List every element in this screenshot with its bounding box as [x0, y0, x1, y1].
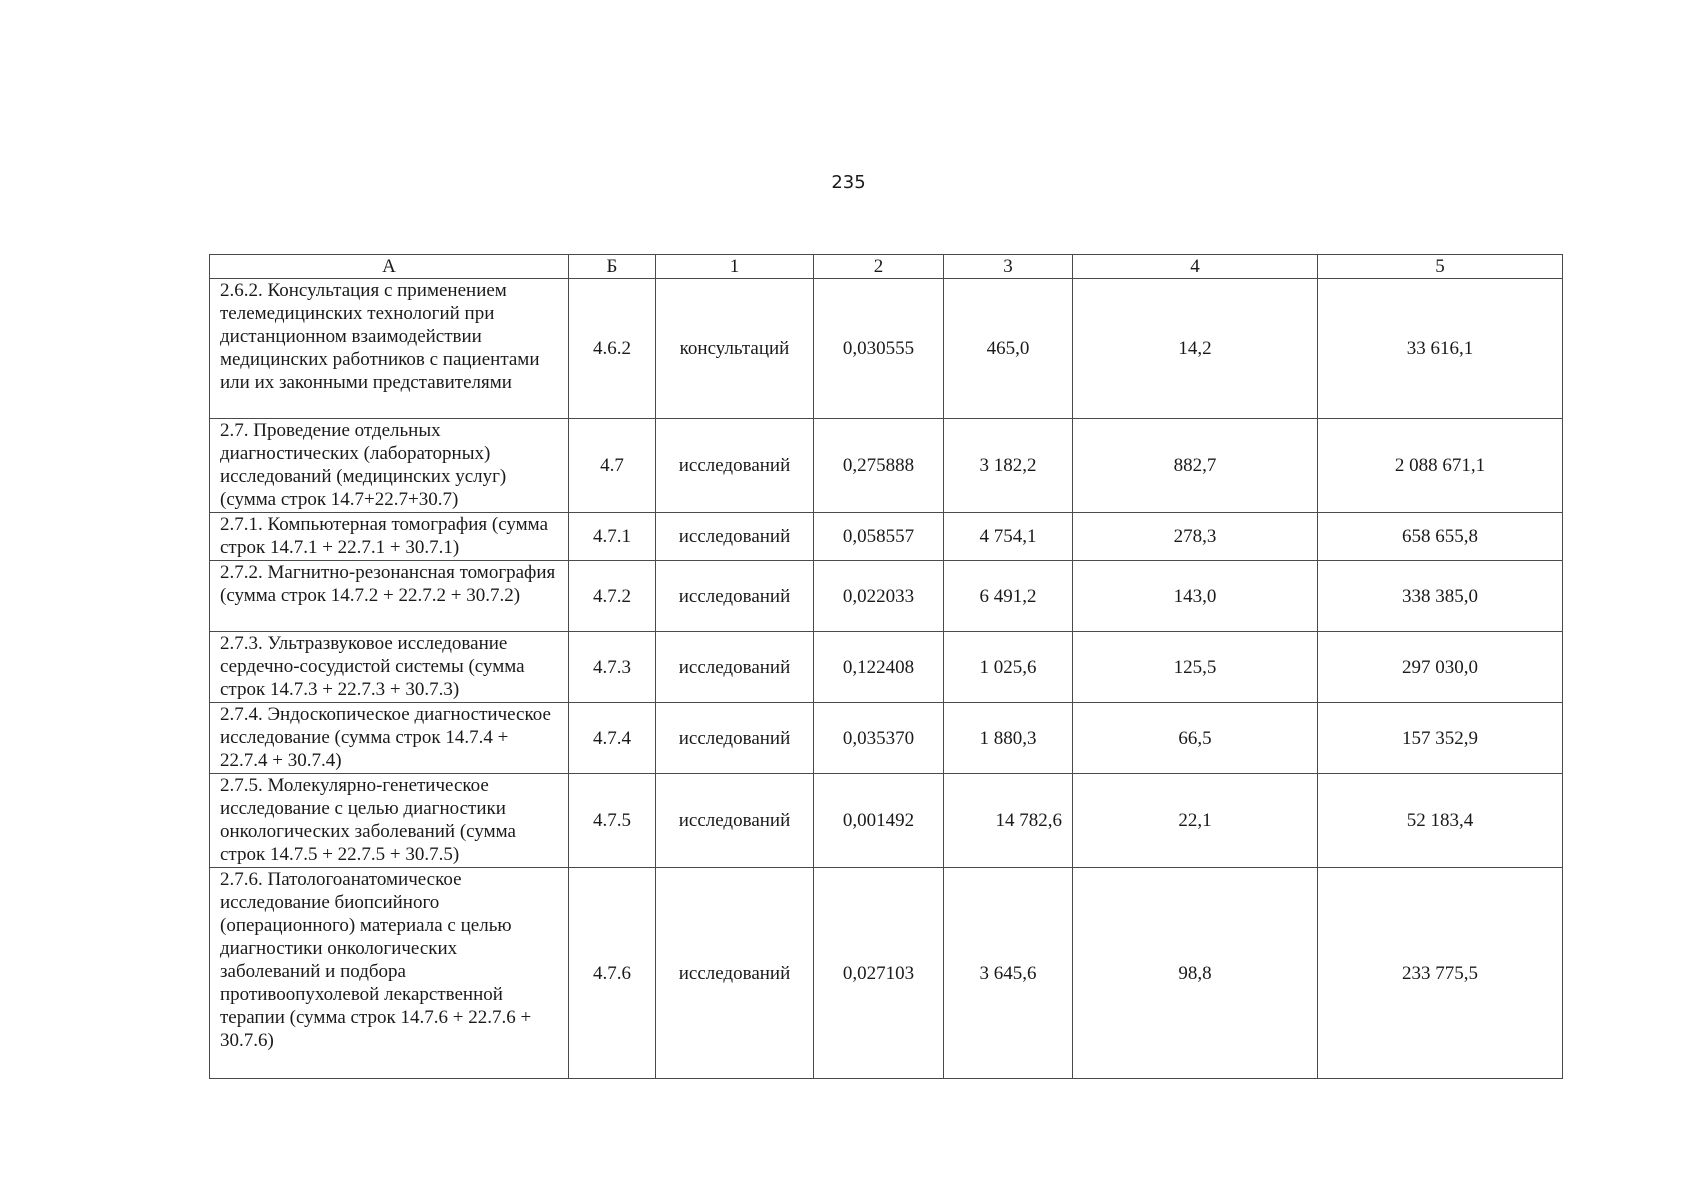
row-col2-cell: 0,058557 — [814, 513, 944, 561]
table-row — [210, 419, 1563, 513]
row-code-cell: 4.7.3 — [569, 632, 656, 703]
page-number: 235 — [831, 172, 866, 193]
row-name-cell: 2.6.2. Консультация с применением телемедицинских технологий при дистанционном взаимодействии медицинских работников с пациентами или их законными представителями — [210, 279, 569, 419]
header-cell-b: Б — [569, 255, 656, 279]
row-col4-cell: 14,2 — [1073, 279, 1318, 419]
row-col2-cell: 0,275888 — [814, 419, 944, 513]
row-col5-cell: 2 088 671,1 — [1318, 419, 1563, 513]
row-unit-cell: исследований — [656, 561, 814, 632]
header-cell-4: 4 — [1073, 255, 1318, 279]
table-row — [210, 774, 1563, 868]
table-row — [210, 279, 1563, 419]
row-col2-cell: 0,030555 — [814, 279, 944, 419]
row-col2-cell: 0,001492 — [814, 774, 944, 868]
row-col4-cell: 66,5 — [1073, 703, 1318, 774]
row-col5-cell: 233 775,5 — [1318, 868, 1563, 1079]
row-name-cell: 2.7.1. Компьютерная томография (сумма строк 14.7.1 + 22.7.1 + 30.7.1) — [210, 513, 569, 561]
row-col3-cell: 3 182,2 — [944, 419, 1073, 513]
row-unit-cell: исследований — [656, 513, 814, 561]
row-code-cell: 4.7.6 — [569, 868, 656, 1079]
row-code-cell: 4.7.1 — [569, 513, 656, 561]
header-row — [210, 255, 1563, 279]
header-cell-3: 3 — [944, 255, 1073, 279]
header-cell-5: 5 — [1318, 255, 1563, 279]
row-name-cell: 2.7. Проведение отдельных диагностических (лабораторных) исследований (медицинских услуг) (сумма строк 14.7+22.7+30.7) — [210, 419, 569, 513]
row-col4-cell: 22,1 — [1073, 774, 1318, 868]
table-row — [210, 703, 1563, 774]
table-row — [210, 868, 1563, 1079]
row-col5-cell: 52 183,4 — [1318, 774, 1563, 868]
row-unit-cell: консультаций — [656, 279, 814, 419]
row-name-cell: 2.7.6. Патологоанатомическое исследование биопсийного (операционного) материала с целью диагностики онкологических заболеваний и подбора противоопухолевой лекарственной терапии (сумма строк 14.7.6 + 22.7.6 + 30.7.6) — [210, 868, 569, 1079]
row-name-cell: 2.7.4. Эндоскопическое диагностическое исследование (сумма строк 14.7.4 + 22.7.4 + 30.7.4) — [210, 703, 569, 774]
row-col2-cell: 0,035370 — [814, 703, 944, 774]
row-unit-cell: исследований — [656, 419, 814, 513]
row-col4-cell: 98,8 — [1073, 868, 1318, 1079]
header-cell-2: 2 — [814, 255, 944, 279]
row-unit-cell: исследований — [656, 774, 814, 868]
row-col2-cell: 0,122408 — [814, 632, 944, 703]
row-col5-cell: 297 030,0 — [1318, 632, 1563, 703]
row-code-cell: 4.7.4 — [569, 703, 656, 774]
row-unit-cell: исследований — [656, 632, 814, 703]
row-col4-cell: 125,5 — [1073, 632, 1318, 703]
row-code-cell: 4.6.2 — [569, 279, 656, 419]
row-col4-cell: 882,7 — [1073, 419, 1318, 513]
row-col3-cell: 14 782,6 — [944, 774, 1073, 868]
row-col3-cell: 1 880,3 — [944, 703, 1073, 774]
table-row — [210, 513, 1563, 561]
row-col5-cell: 157 352,9 — [1318, 703, 1563, 774]
row-name-cell: 2.7.2. Магнитно-резонансная томография (сумма строк 14.7.2 + 22.7.2 + 30.7.2) — [210, 561, 569, 632]
row-col4-cell: 278,3 — [1073, 513, 1318, 561]
row-col2-cell: 0,027103 — [814, 868, 944, 1079]
row-col3-cell: 6 491,2 — [944, 561, 1073, 632]
row-code-cell: 4.7 — [569, 419, 656, 513]
row-col3-cell: 3 645,6 — [944, 868, 1073, 1079]
table-row — [210, 632, 1563, 703]
row-col2-cell: 0,022033 — [814, 561, 944, 632]
row-col4-cell: 143,0 — [1073, 561, 1318, 632]
row-col5-cell: 33 616,1 — [1318, 279, 1563, 419]
header-cell-1: 1 — [656, 255, 814, 279]
row-code-cell: 4.7.5 — [569, 774, 656, 868]
row-col3-cell: 4 754,1 — [944, 513, 1073, 561]
row-col3-cell: 1 025,6 — [944, 632, 1073, 703]
data-table — [209, 254, 1563, 1079]
row-name-cell: 2.7.3. Ультразвуковое исследование сердечно-сосудистой системы (сумма строк 14.7.3 + 22.7.3 + 30.7.3) — [210, 632, 569, 703]
table-row — [210, 561, 1563, 632]
header-cell-a: А — [210, 255, 569, 279]
row-code-cell: 4.7.2 — [569, 561, 656, 632]
row-col5-cell: 338 385,0 — [1318, 561, 1563, 632]
row-unit-cell: исследований — [656, 703, 814, 774]
row-name-cell: 2.7.5. Молекулярно-генетическое исследование с целью диагностики онкологических заболеваний (сумма строк 14.7.5 + 22.7.5 + 30.7.5) — [210, 774, 569, 868]
row-col3-cell: 465,0 — [944, 279, 1073, 419]
row-unit-cell: исследований — [656, 868, 814, 1079]
row-col5-cell: 658 655,8 — [1318, 513, 1563, 561]
